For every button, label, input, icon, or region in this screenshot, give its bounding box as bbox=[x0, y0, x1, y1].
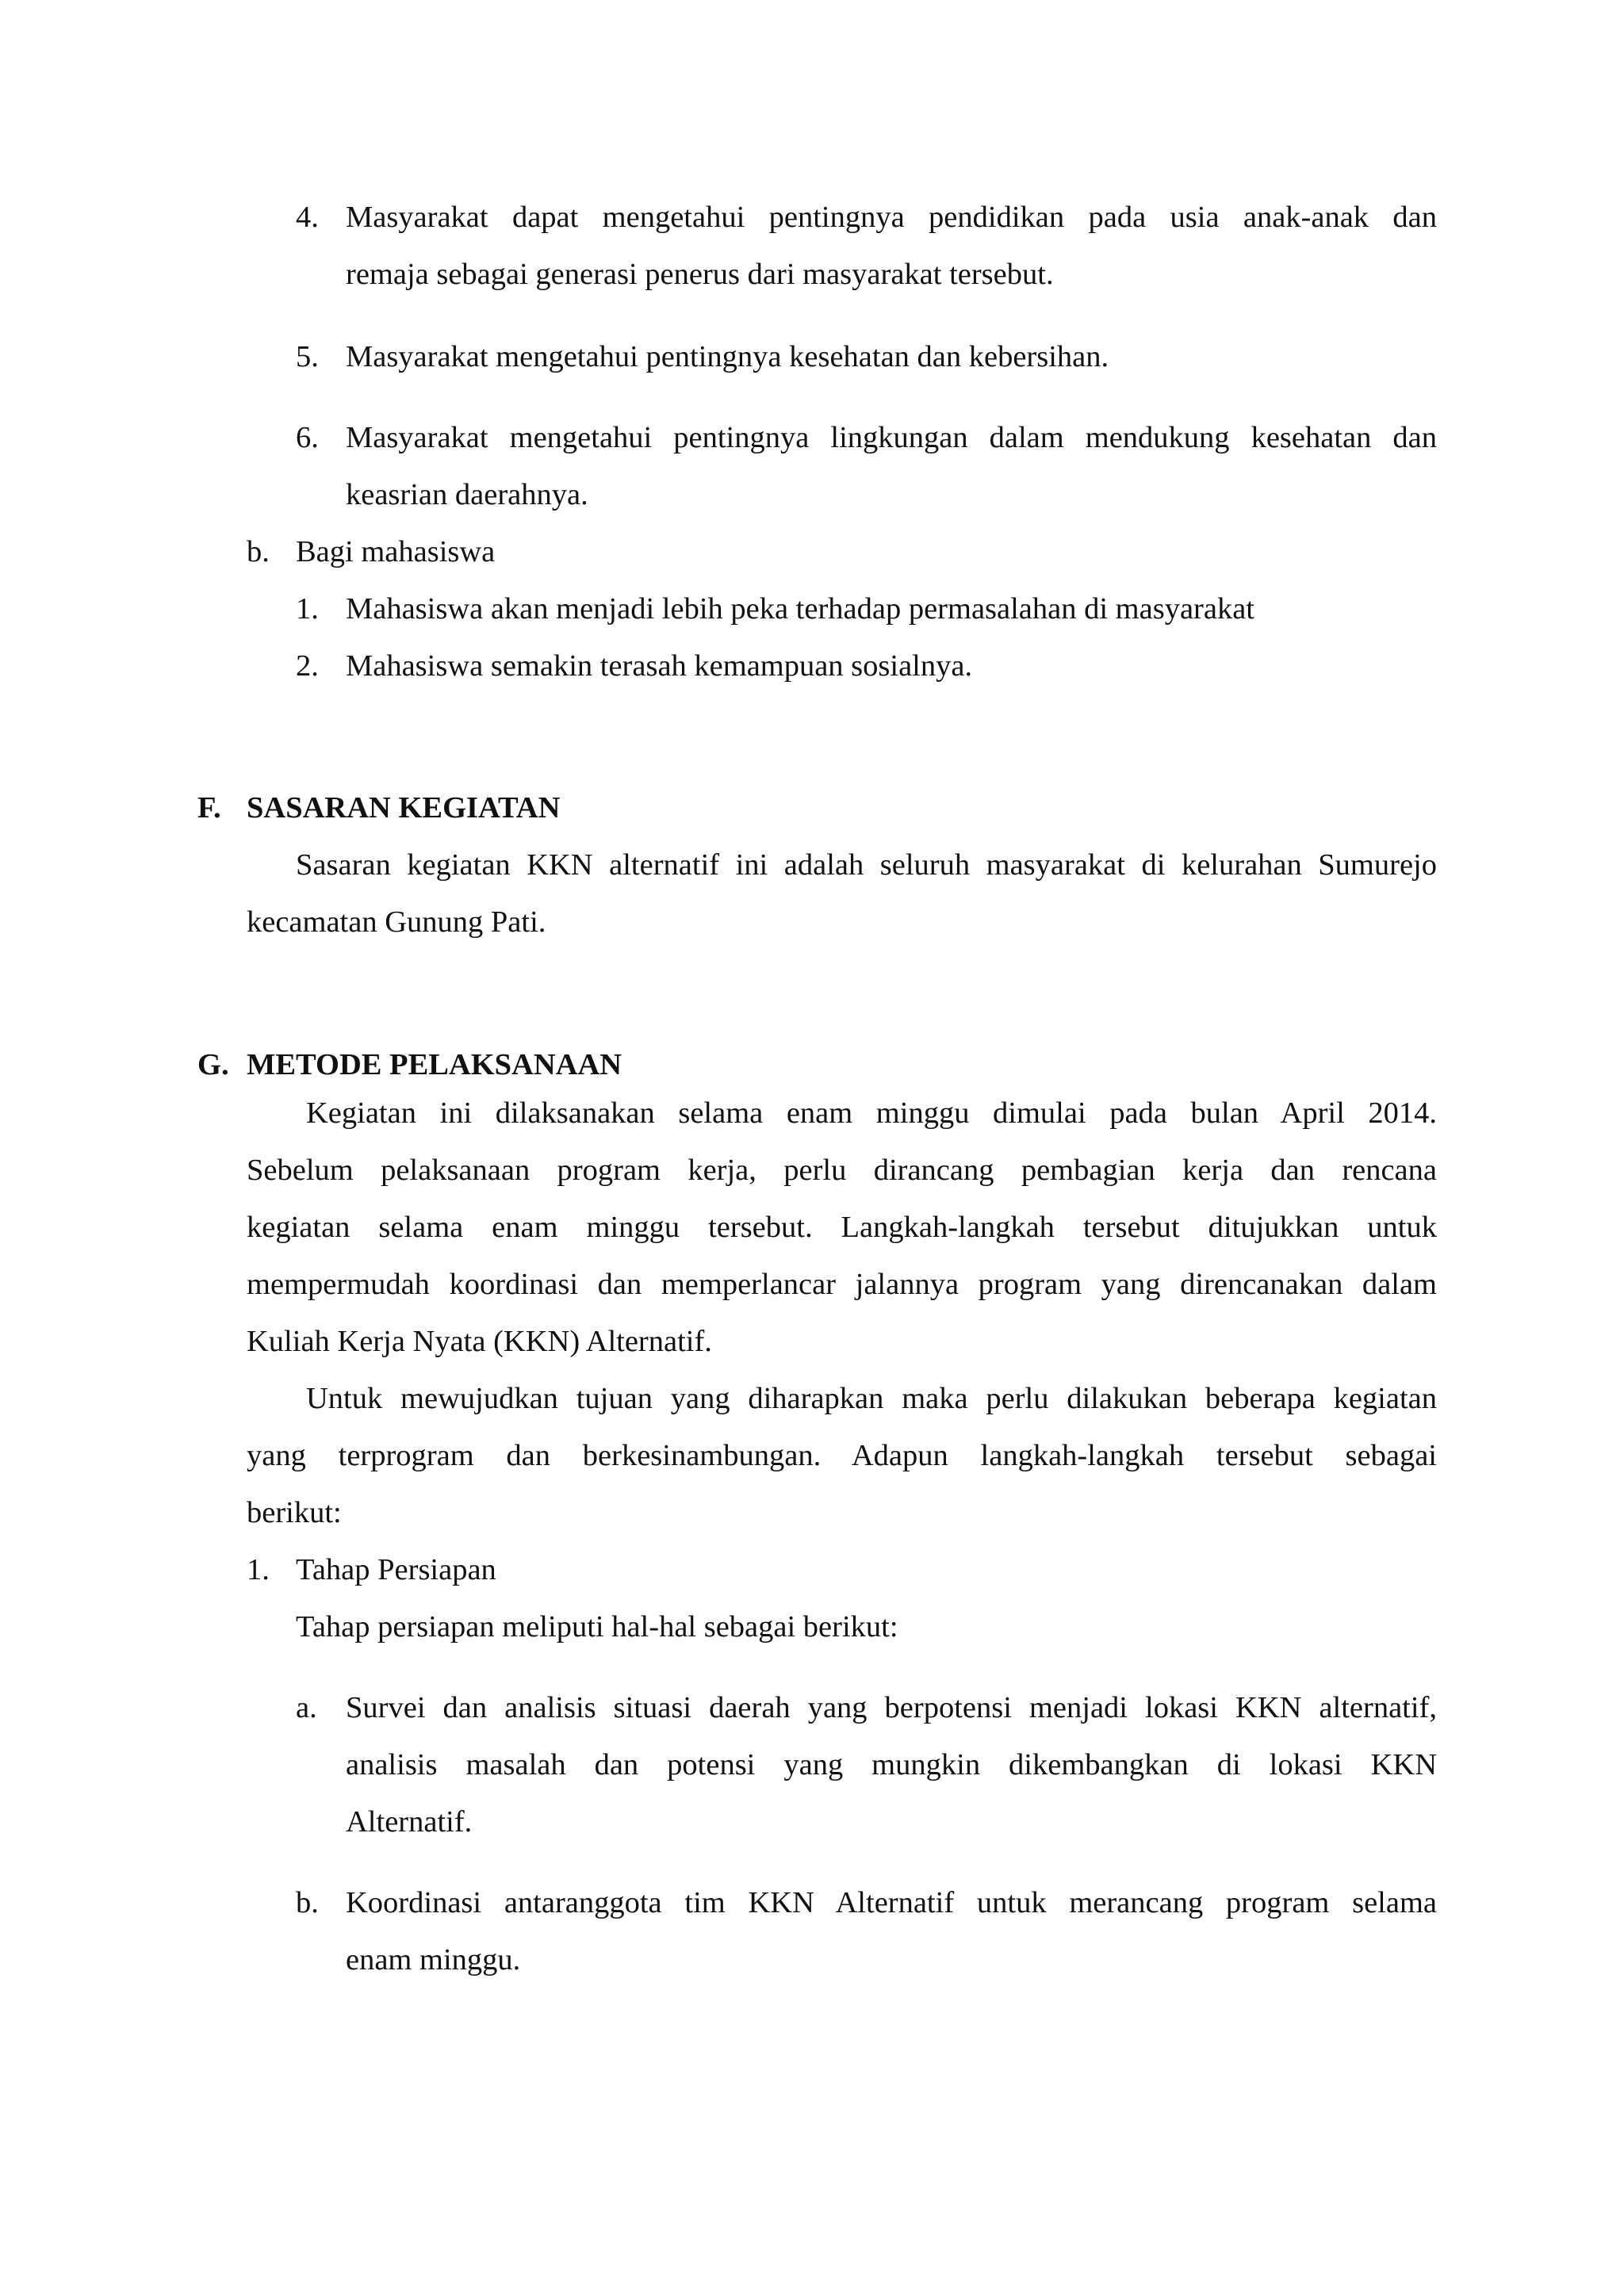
step-title: Tahap Persiapan bbox=[296, 1553, 496, 1586]
paragraph-line: kegiatan selama enam minggu tersebut. Langkah-langkah tersebut ditujukkan untuk bbox=[247, 1211, 1437, 1244]
subsection-title: Bagi mahasiswa bbox=[296, 535, 496, 568]
list-number: 2. bbox=[296, 649, 319, 683]
list-number: 5. bbox=[296, 340, 319, 373]
list-item-text-line: analisis masalah dan potensi yang mungkin dikembangkan di lokasi KKN bbox=[346, 1748, 1437, 1781]
subsection-letter: b. bbox=[247, 535, 270, 568]
paragraph-line: Sebelum pelaksanaan program kerja, perlu dirancang pembagian kerja dan rencana bbox=[247, 1154, 1437, 1187]
paragraph-line: yang terprogram dan berkesinambungan. Adapun langkah-langkah tersebut sebagai bbox=[247, 1439, 1437, 1472]
list-number: 6. bbox=[296, 421, 319, 454]
list-letter: b. bbox=[296, 1886, 319, 1919]
list-item-text-line: Alternatif. bbox=[346, 1805, 473, 1839]
list-item-text-line: Survei dan analisis situasi daerah yang berpotensi menjadi lokasi KKN alternatif, bbox=[346, 1691, 1437, 1724]
list-item-text-line: Mahasiswa semakin terasah kemampuan sosialnya. bbox=[346, 649, 973, 683]
list-item-text-line: remaja sebagai generasi penerus dari masyarakat tersebut. bbox=[346, 258, 1054, 291]
paragraph-line: Kegiatan ini dilaksanakan selama enam minggu dimulai pada bulan April 2014. bbox=[306, 1096, 1437, 1130]
list-item-text-line: Mahasiswa akan menjadi lebih peka terhadap permasalahan di masyarakat bbox=[346, 592, 1254, 626]
paragraph-line: Untuk mewujudkan tujuan yang diharapkan maka perlu dilakukan beberapa kegiatan bbox=[306, 1382, 1437, 1415]
list-item-text-line: Masyarakat mengetahui pentingnya kesehatan dan kebersihan. bbox=[346, 340, 1109, 373]
section-heading: METODE PELAKSANAAN bbox=[247, 1048, 622, 1081]
list-item-text-line: enam minggu. bbox=[346, 1943, 521, 1976]
section-letter: G. bbox=[197, 1048, 229, 1081]
paragraph-line: berikut: bbox=[247, 1496, 342, 1529]
paragraph-line: mempermudah koordinasi dan memperlancar jalannya program yang direncanakan dalam bbox=[247, 1268, 1437, 1301]
list-item-text-line: Masyarakat mengetahui pentingnya lingkungan dalam mendukung kesehatan dan bbox=[346, 421, 1437, 454]
paragraph-line: kecamatan Gunung Pati. bbox=[247, 905, 546, 939]
list-letter: a. bbox=[296, 1691, 317, 1724]
list-item-text-line: Masyarakat dapat mengetahui pentingnya pendidikan pada usia anak-anak dan bbox=[346, 201, 1437, 234]
list-number: 4. bbox=[296, 201, 319, 234]
section-letter: F. bbox=[197, 791, 221, 825]
list-number: 1. bbox=[296, 592, 319, 626]
section-heading: SASARAN KEGIATAN bbox=[247, 791, 561, 825]
list-item-text-line: Koordinasi antaranggota tim KKN Alternatif untuk merancang program selama bbox=[346, 1886, 1437, 1919]
step-intro: Tahap persiapan meliputi hal-hal sebagai berikut: bbox=[296, 1610, 898, 1644]
paragraph-line: Sasaran kegiatan KKN alternatif ini adalah seluruh masyarakat di kelurahan Sumurejo bbox=[296, 848, 1437, 882]
step-number: 1. bbox=[247, 1553, 270, 1586]
paragraph-line: Kuliah Kerja Nyata (KKN) Alternatif. bbox=[247, 1325, 712, 1358]
list-item-text-line: keasrian daerahnya. bbox=[346, 478, 588, 511]
